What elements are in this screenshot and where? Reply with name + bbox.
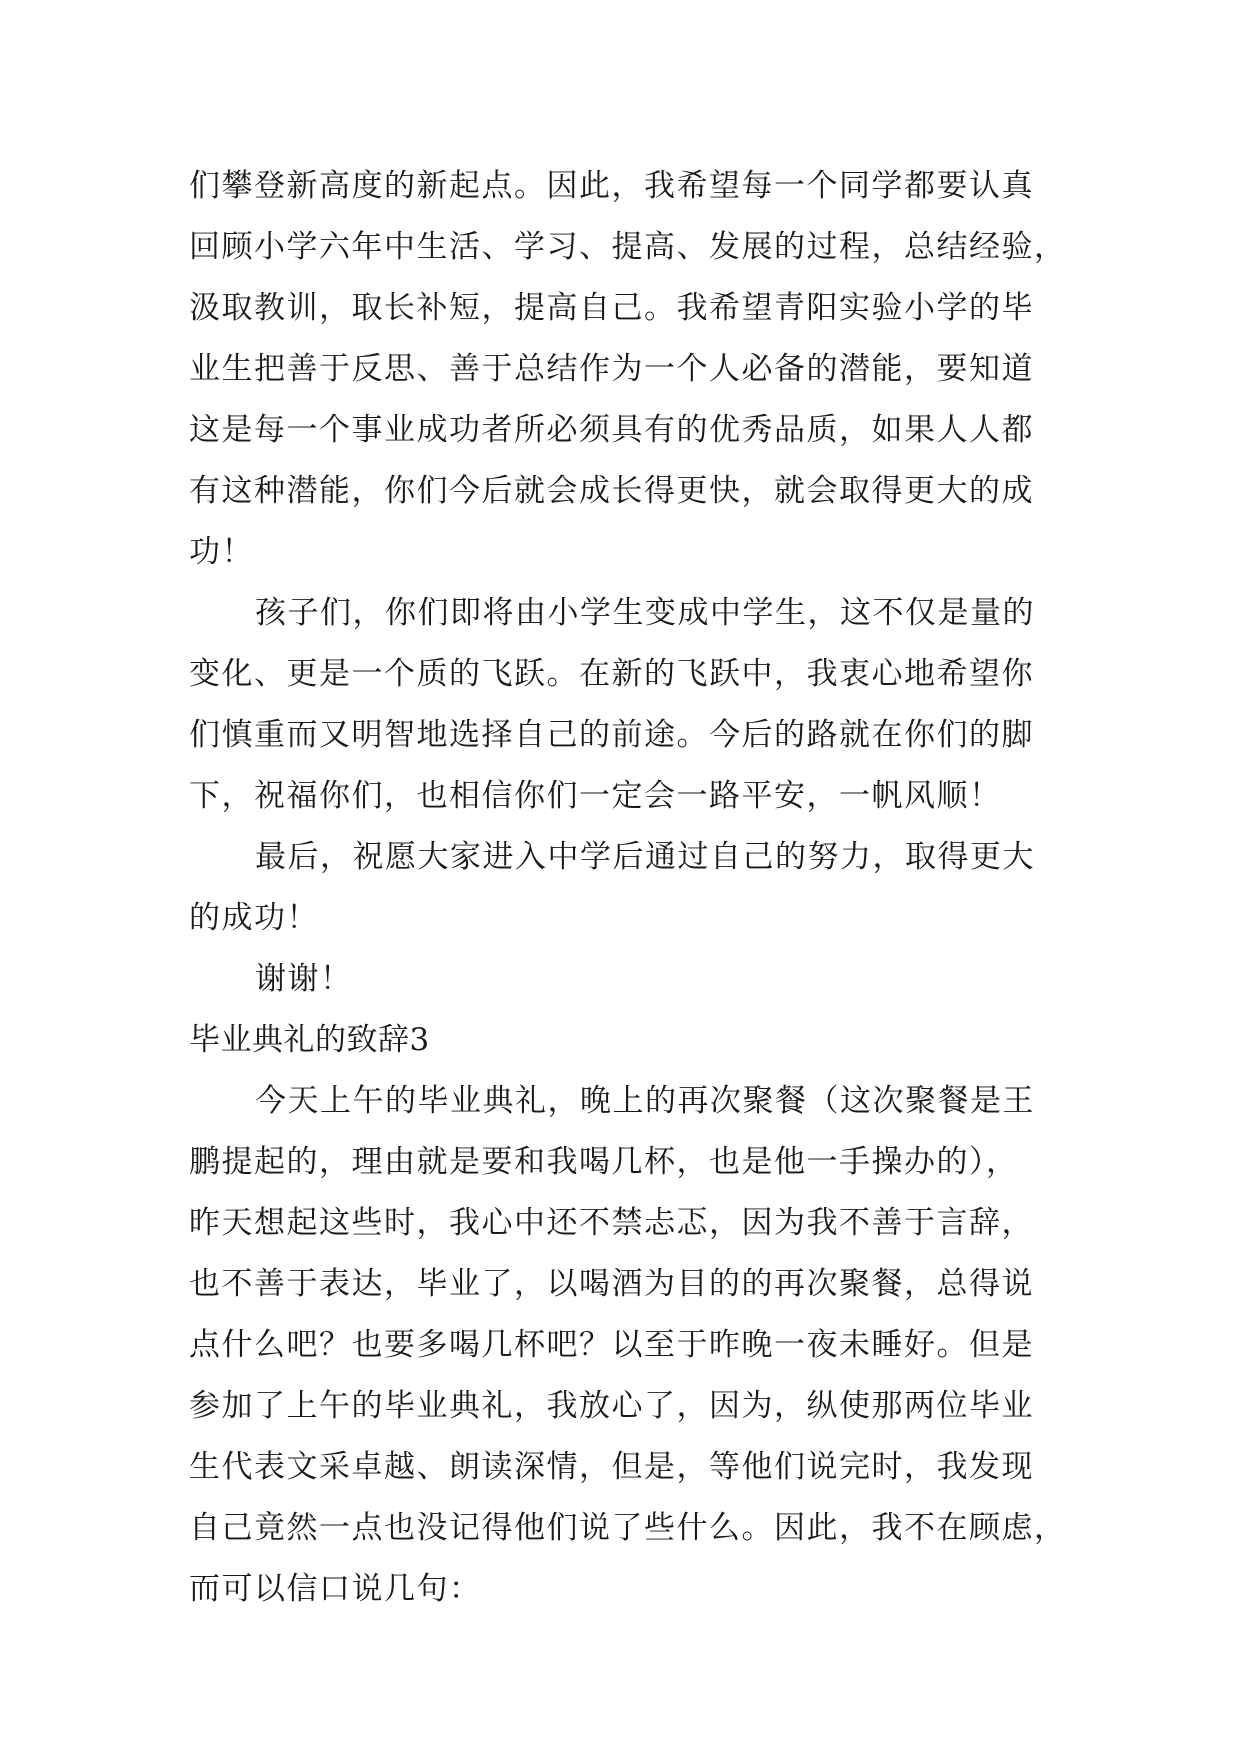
text-line: 的成功！ — [189, 900, 319, 936]
text-line: 有这种潜能，你们今后就会成长得更快，就会取得更大的成 — [189, 473, 1034, 509]
text-line: 功！ — [189, 534, 254, 570]
text-line: 点什么吧？也要多喝几杯吧？以至于昨晚一夜未睡好。但是 — [189, 1327, 1034, 1363]
text-line: 自己竟然一点也没记得他们说了些什么。因此，我不在顾虑， — [189, 1510, 1067, 1546]
section-heading: 毕业典礼的致辞3 — [189, 1022, 430, 1058]
text-line: 这是每一个事业成功者所必须具有的优秀品质，如果人人都 — [189, 412, 1034, 448]
text-line: 生代表文采卓越、朗读深情，但是，等他们说完时，我发现 — [189, 1449, 1034, 1485]
paragraph-start-line: 孩子们，你们即将由小学生变成中学生，这不仅是量的 — [255, 595, 1035, 631]
text-line: 鹏提起的，理由就是要和我喝几杯，也是他一手操办的）， — [189, 1144, 1019, 1180]
text-line: 们攀登新高度的新起点。因此，我希望每一个同学都要认真 — [189, 168, 1034, 204]
text-line: 回顾小学六年中生活、学习、提高、发展的过程，总结经验， — [189, 229, 1067, 265]
text-line: 下，祝福你们，也相信你们一定会一路平安，一帆风顺！ — [189, 778, 1002, 814]
text-line: 也不善于表达，毕业了，以喝酒为目的的再次聚餐，总得说 — [189, 1266, 1034, 1302]
text-line: 而可以信口说几句： — [189, 1571, 482, 1607]
paragraph-start-line: 最后，祝愿大家进入中学后通过自己的努力，取得更大 — [255, 839, 1035, 875]
text-line: 业生把善于反思、善于总结作为一个人必备的潜能，要知道 — [189, 351, 1034, 387]
text-line: 参加了上午的毕业典礼，我放心了，因为，纵使那两位毕业 — [189, 1388, 1034, 1424]
text-line: 变化、更是一个质的飞跃。在新的飞跃中，我衷心地希望你 — [189, 656, 1034, 692]
text-line: 昨天想起这些时，我心中还不禁忐忑，因为我不善于言辞， — [189, 1205, 1034, 1241]
text-line: 汲取教训，取长补短，提高自己。我希望青阳实验小学的毕 — [189, 290, 1034, 326]
paragraph-start-line: 谢谢！ — [255, 961, 353, 997]
text-line: 们慎重而又明智地选择自己的前途。今后的路就在你们的脚 — [189, 717, 1034, 753]
document-body — [189, 156, 1069, 1620]
paragraph-start-line: 今天上午的毕业典礼，晚上的再次聚餐（这次聚餐是王 — [255, 1083, 1035, 1119]
